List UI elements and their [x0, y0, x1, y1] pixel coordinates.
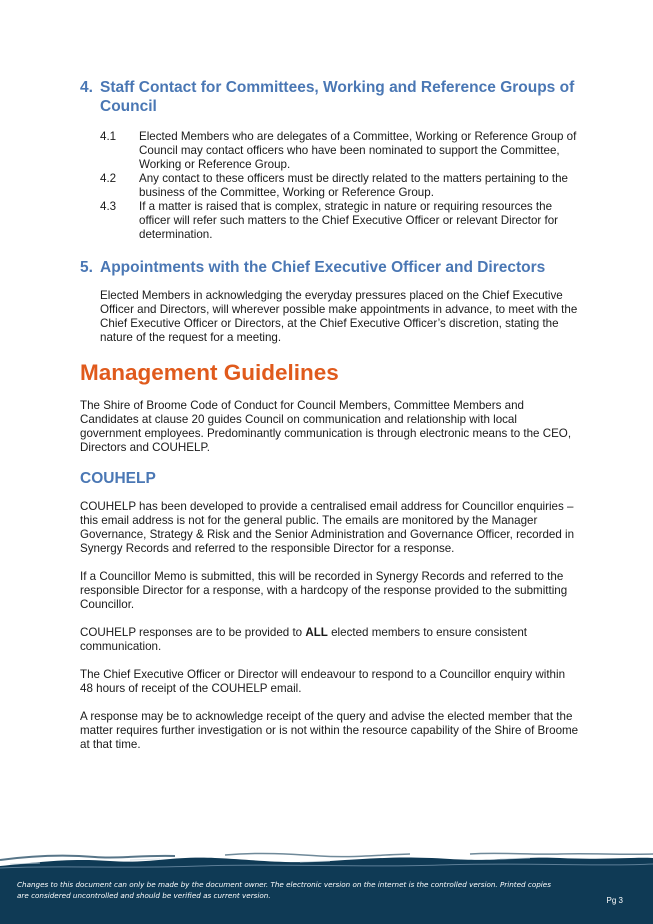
clause-text: If a matter is raised that is complex, strategic in nature or requiring resources the officer will refer such matters to the Chief Executive Officer or relevant Director for determination.: [139, 200, 559, 241]
clause-number: 4.1: [100, 130, 117, 143]
footer-disclaimer-line-1: Changes to this document can only be made by the document owner. The electronic version on the internet is the controlled version. Printed copies: [17, 880, 551, 889]
management-paragraph: The Shire of Broome Code of Conduct for Council Members, Committee Members and Candidates at clause 20 guides Council on communication and relationship with local government employees. Predominantly communication is through electronic means to the CEO, Directors and COUHELP.: [80, 399, 572, 454]
clause-item: [100, 130, 580, 172]
document-body: [80, 78, 580, 752]
management-guidelines-heading: Management Guidelines: [80, 360, 339, 385]
clause-item: [100, 172, 580, 200]
section-4-clauses: [100, 130, 580, 242]
section-4-title: Staff Contact for Committees, Working and Reference Groups of Council: [100, 79, 575, 115]
section-4-number: 4.: [80, 79, 93, 96]
couhelp-paragraph-5: A response may be to acknowledge receipt of the query and advise the elected member that the matter requires further investigation or is not within the resource capability of the Shire of Broome at that time.: [80, 710, 579, 751]
clause-text: Elected Members who are delegates of a Committee, Working or Reference Group of Council may contact officers who have been nominated to support the Committee, Working or Reference Group.: [139, 130, 577, 171]
page-number: Pg 3: [606, 896, 623, 905]
couhelp-paragraph-1: COUHELP has been developed to provide a centralised email address for Councillor enquiries – this email address is not for the general public. The emails are monitored by the Manager Governance, Strategy & Risk and the Senior Administration and Governance Officer, recorded in Synergy Records and referred to the responsible Director for a response.: [80, 500, 575, 555]
section-5-number: 5.: [80, 259, 93, 276]
clause-item: [100, 200, 580, 242]
clause-text: Any contact to these officers must be directly related to the matters pertaining to the business of the Committee, Working or Reference Group.: [139, 172, 568, 199]
couhelp-paragraph-3-start: COUHELP responses are to be provided to: [80, 626, 306, 639]
section-5-heading: [80, 258, 580, 277]
section-5-paragraph: Elected Members in acknowledging the everyday pressures placed on the Chief Executive Officer and Directors, will wherever possible make appointments in advance, to meet with the Chief Executive Officer or Directors, at the Chief Executive Officer’s discretion, stating the nature of the request for a meeting.: [100, 289, 578, 344]
clause-number: 4.3: [100, 200, 117, 213]
section-4-heading: [80, 78, 580, 116]
footer-disclaimer: [17, 880, 557, 901]
section-5-title: Appointments with the Chief Executive Officer and Directors: [100, 259, 546, 276]
footer-band: [0, 852, 653, 924]
couhelp-paragraph-4: The Chief Executive Officer or Director will endeavour to respond to a Councillor enquiry within 48 hours of receipt of the COUHELP email.: [80, 668, 566, 695]
couhelp-paragraph-3-emphasis: ALL: [305, 626, 328, 639]
couhelp-heading: COUHELP: [80, 470, 156, 487]
clause-number: 4.2: [100, 172, 117, 185]
couhelp-paragraph-3: [80, 626, 580, 654]
couhelp-paragraph-2: If a Councillor Memo is submitted, this will be recorded in Synergy Records and referred to the responsible Director for a response, with a hardcopy of the response provided to the submitting Councillor.: [80, 570, 568, 611]
couhelp-paragraph-3-end: elected members to ensure consistent communication.: [80, 626, 528, 653]
footer-disclaimer-line-2: are considered uncontrolled and should be verified as current version.: [17, 890, 271, 900]
